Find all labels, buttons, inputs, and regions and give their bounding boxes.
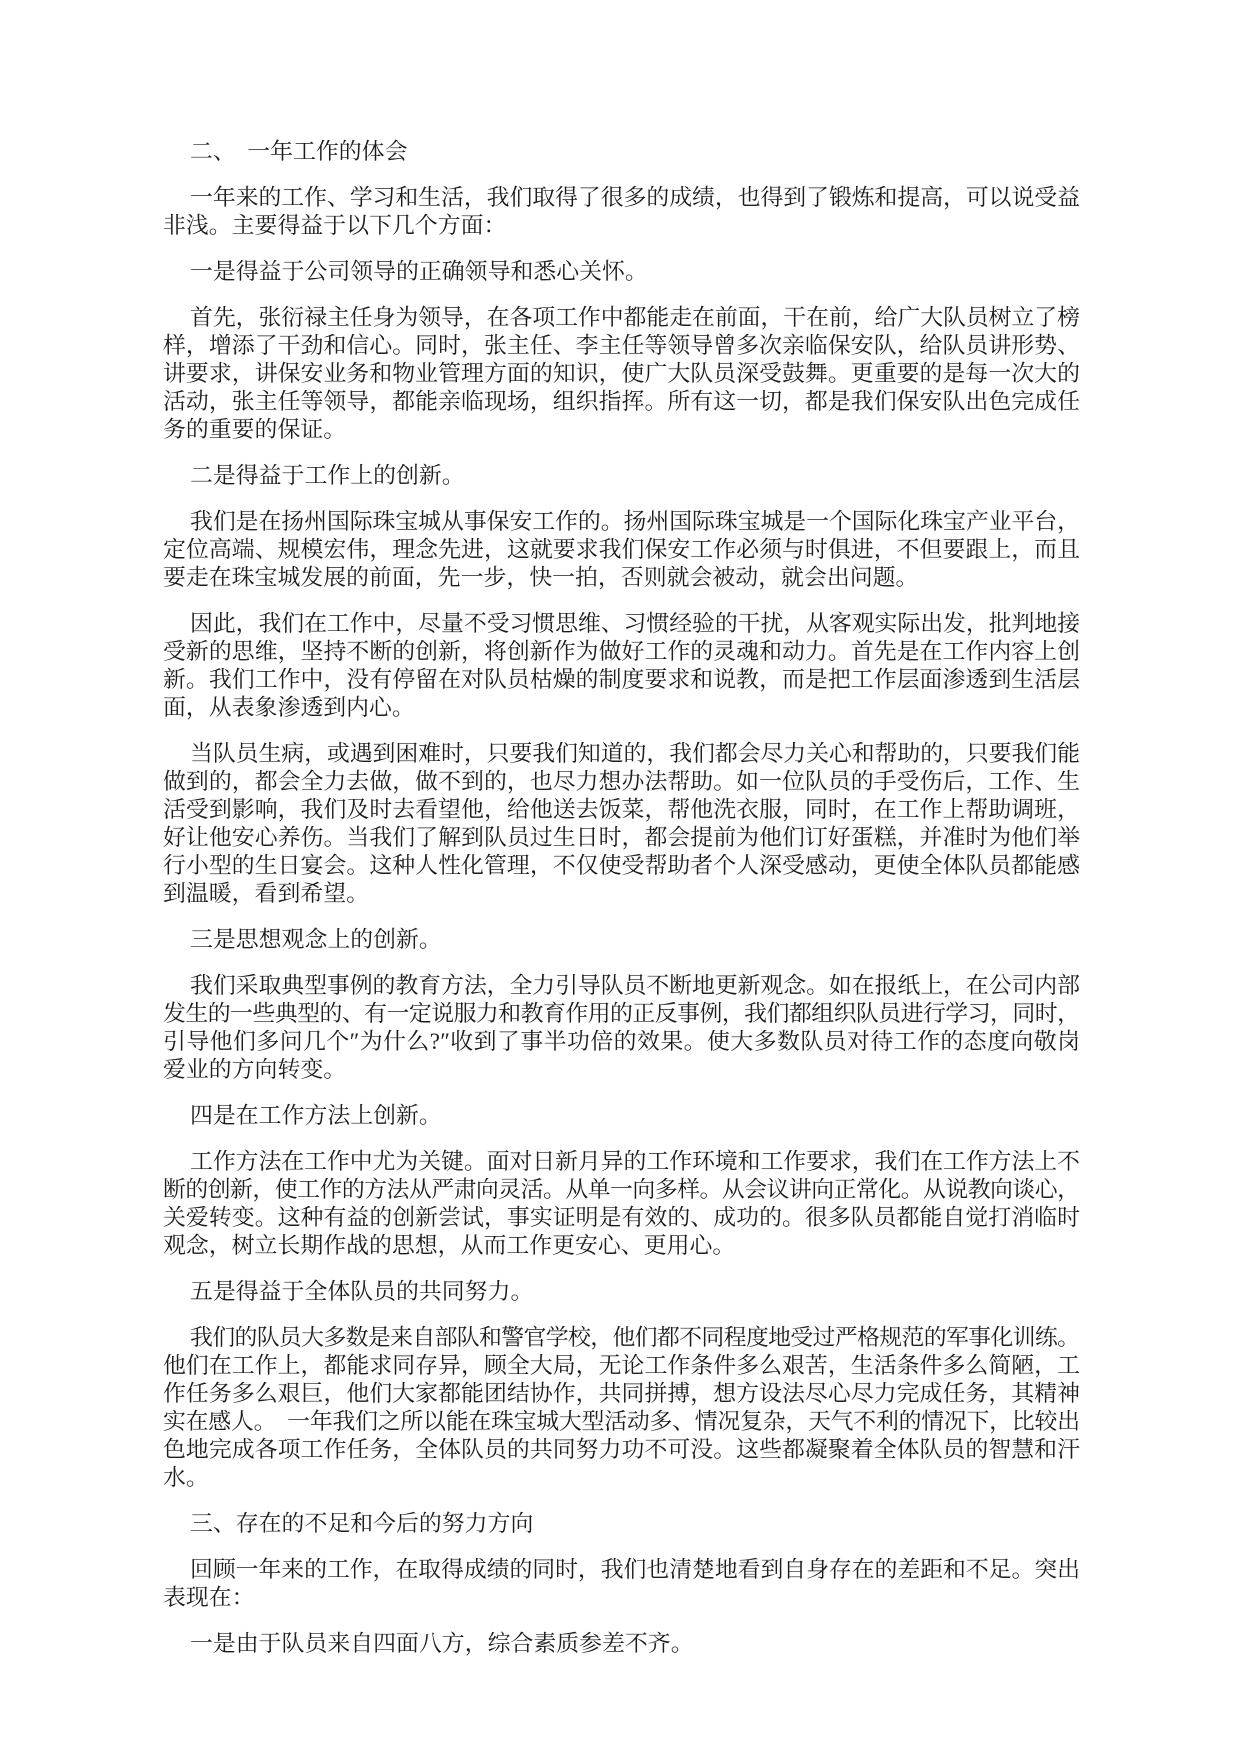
text-line-content: 我们的队员大多数是来自部队和警官学校，他们都不同程度地受过严格规范的军事化训练。 [190,1325,1080,1350]
text-line-content: 三是思想观念上的创新。 [190,927,442,952]
paragraph [163,1324,1080,1492]
text-line [163,1556,1080,1584]
text-line [163,694,1080,722]
paragraph [163,926,1080,954]
text-line [163,1056,1080,1084]
text-line-content: 工作方法在工作中尤为关键。面对日新月异的工作环境和工作要求，我们在工作方法上不 [190,1149,1080,1174]
text-line-content: 色地完成各项工作任务，全体队员的共同努力功不可没。这些都凝聚着全体队员的智慧和汗 [163,1437,1081,1462]
paragraph [163,258,1080,286]
text-line-content: 一年来的工作、学习和生活，我们取得了很多的成绩，也得到了锻炼和提高，可以说受益 [190,185,1080,210]
text-line-content: 首先，张衍禄主任身为领导，在各项工作中都能走在前面，干在前，给广大队员树立了榜 [190,305,1080,330]
text-line-content: 样，增添了干劲和信心。同时，张主任、李主任等领导曾多次亲临保安队，给队员讲形势、 [163,333,1081,358]
paragraph [163,462,1080,490]
text-line [163,1464,1080,1492]
text-line [163,824,1080,852]
paragraph [163,740,1080,908]
text-line [163,1176,1080,1204]
text-line [163,610,1080,638]
text-line-content: 面，从表象渗透到内心。 [163,695,415,720]
text-line [163,796,1080,824]
section-heading [163,138,1080,166]
text-line [163,508,1080,536]
text-line [163,972,1080,1000]
text-line-content: 爱业的方向转变。 [163,1057,347,1082]
text-line [163,1000,1080,1028]
text-line [163,1408,1080,1436]
section-heading-text: 二、 一年工作的体会 [190,139,408,164]
text-line [163,258,1080,286]
text-line-content: 受新的思维，坚持不断的创新，将创新作为做好工作的灵魂和动力。首先是在工作内容上创 [163,639,1081,664]
text-line-content: 水。 [163,1465,209,1490]
text-line-content: 表现在： [163,1585,255,1610]
document-section [163,138,1080,1492]
paragraph [163,1148,1080,1260]
section-heading-text: 三、存在的不足和今后的努力方向 [190,1511,534,1536]
text-line-content: 观念，树立长期作战的思想，从而工作更安心、更用心。 [163,1233,736,1258]
text-line-content: 到温暖，看到希望。 [163,881,370,906]
text-line-content: 活动，张主任等领导，都能亲临现场，组织指挥。所有这一切，都是我们保安队出色完成任 [163,389,1081,414]
text-line-content: 实在感人。 一年我们之所以能在珠宝城大型活动多、情况复杂，天气不利的情况下，比较出 [163,1409,1080,1434]
text-line [163,212,1080,240]
document-section [163,1510,1080,1658]
text-line-content: 回顾一年来的工作，在取得成绩的同时，我们也清楚地看到自身存在的差距和不足。突出 [190,1557,1080,1582]
text-line-content: 断的创新，使工作的方法从严肃向灵活。从单一向多样。从会议讲向正常化。从说教向谈心， [163,1177,1080,1202]
text-line-content: 好让他安心养伤。当我们了解到队员过生日时，都会提前为他们订好蛋糕，并准时为他们举 [163,825,1081,850]
text-line-content: 定位高端、规模宏伟，理念先进，这就要求我们保安工作必须与时俱进，不但要跟上，而且 [163,537,1081,562]
text-line [163,1028,1080,1056]
text-line-content: 我们是在扬州国际珠宝城从事保安工作的。扬州国际珠宝城是一个国际化珠宝产业平台， [190,509,1080,534]
text-line [163,666,1080,694]
text-line-content: 因此，我们在工作中，尽量不受习惯思维、习惯经验的干扰，从客观实际出发，批判地接 [190,611,1080,636]
text-line [163,1436,1080,1464]
paragraph [163,304,1080,444]
paragraph [163,1630,1080,1658]
text-line [163,360,1080,388]
text-line [163,1352,1080,1380]
text-line [163,1380,1080,1408]
text-line-content: 要走在珠宝城发展的前面，先一步，快一拍，否则就会被动，就会出问题。 [163,565,919,590]
text-line-content: 务的重要的保证。 [163,417,347,442]
text-line-content: 发生的一些典型的、有一定说服力和教育作用的正反事例，我们都组织队员进行学习，同时， [163,1001,1080,1026]
text-line-content: 二是得益于工作上的创新。 [190,463,465,488]
text-line-content: 当队员生病，或遇到困难时，只要我们知道的，我们都会尽力关心和帮助的，只要我们能 [190,741,1080,766]
text-line [163,1204,1080,1232]
section-heading [163,1510,1080,1538]
text-line [163,852,1080,880]
text-line-content: 一是由于队员来自四面八方，综合素质参差不齐。 [190,1631,694,1656]
text-line-content: 一是得益于公司领导的正确领导和悉心关怀。 [190,259,648,284]
text-line [163,184,1080,212]
text-line-content: 引导他们多问几个″为什么?″收到了事半功倍的效果。使大多数队员对待工作的态度向敬岗 [163,1029,1081,1054]
paragraph [163,610,1080,722]
text-line-content: 活受到影响，我们及时去看望他，给他送去饭菜，帮他洗衣服，同时，在工作上帮助调班， [163,797,1081,822]
text-line-content: 我们采取典型事例的教育方法，全力引导队员不断地更新观念。如在报纸上，在公司内部 [190,973,1080,998]
text-line [163,1102,1080,1130]
text-line [163,1584,1080,1612]
text-line-content: 五是得益于全体队员的共同努力。 [190,1279,534,1304]
paragraph [163,972,1080,1084]
text-line [163,1148,1080,1176]
paragraph [163,1556,1080,1612]
text-line [163,564,1080,592]
text-line-content: 新。我们工作中，没有停留在对队员枯燥的制度要求和说教，而是把工作层面渗透到生活层 [163,667,1081,692]
text-line-content: 讲要求，讲保安业务和物业管理方面的知识，使广大队员深受鼓舞。更重要的是每一次大的 [163,361,1081,386]
text-line [163,926,1080,954]
text-line-content: 行小型的生日宴会。这种人性化管理，不仅使受帮助者个人深受感动，更使全体队员都能感 [163,853,1081,878]
text-line [163,332,1080,360]
text-line [163,1278,1080,1306]
text-line [163,880,1080,908]
text-line [163,1324,1080,1352]
text-line [163,416,1080,444]
text-line [163,740,1080,768]
text-line [163,388,1080,416]
text-line-content: 他们在工作上，都能求同存异，顾全大局，无论工作条件多么艰苦，生活条件多么简陋，工 [163,1353,1081,1378]
text-line-content: 做到的，都会全力去做，做不到的，也尽力想办法帮助。如一位队员的手受伤后，工作、生 [163,769,1081,794]
text-line-content: 关爱转变。这种有益的创新尝试，事实证明是有效的、成功的。很多队员都能自觉打消临时 [163,1205,1081,1230]
document-body [163,138,1080,1676]
paragraph [163,184,1080,240]
text-line [163,304,1080,332]
text-line [163,1630,1080,1658]
text-line [163,462,1080,490]
paragraph [163,1102,1080,1130]
text-line [163,768,1080,796]
text-line-content: 作任务多么艰巨，他们大家都能团结协作，共同拼搏，想方设法尽心尽力完成任务，其精神 [163,1381,1081,1406]
text-line-content: 非浅。主要得益于以下几个方面： [163,213,507,238]
text-line [163,1232,1080,1260]
text-line [163,536,1080,564]
text-line [163,638,1080,666]
paragraph [163,508,1080,592]
section-heading-line [163,138,1080,166]
section-heading-line [163,1510,1080,1538]
text-line-content: 四是在工作方法上创新。 [190,1103,442,1128]
paragraph [163,1278,1080,1306]
